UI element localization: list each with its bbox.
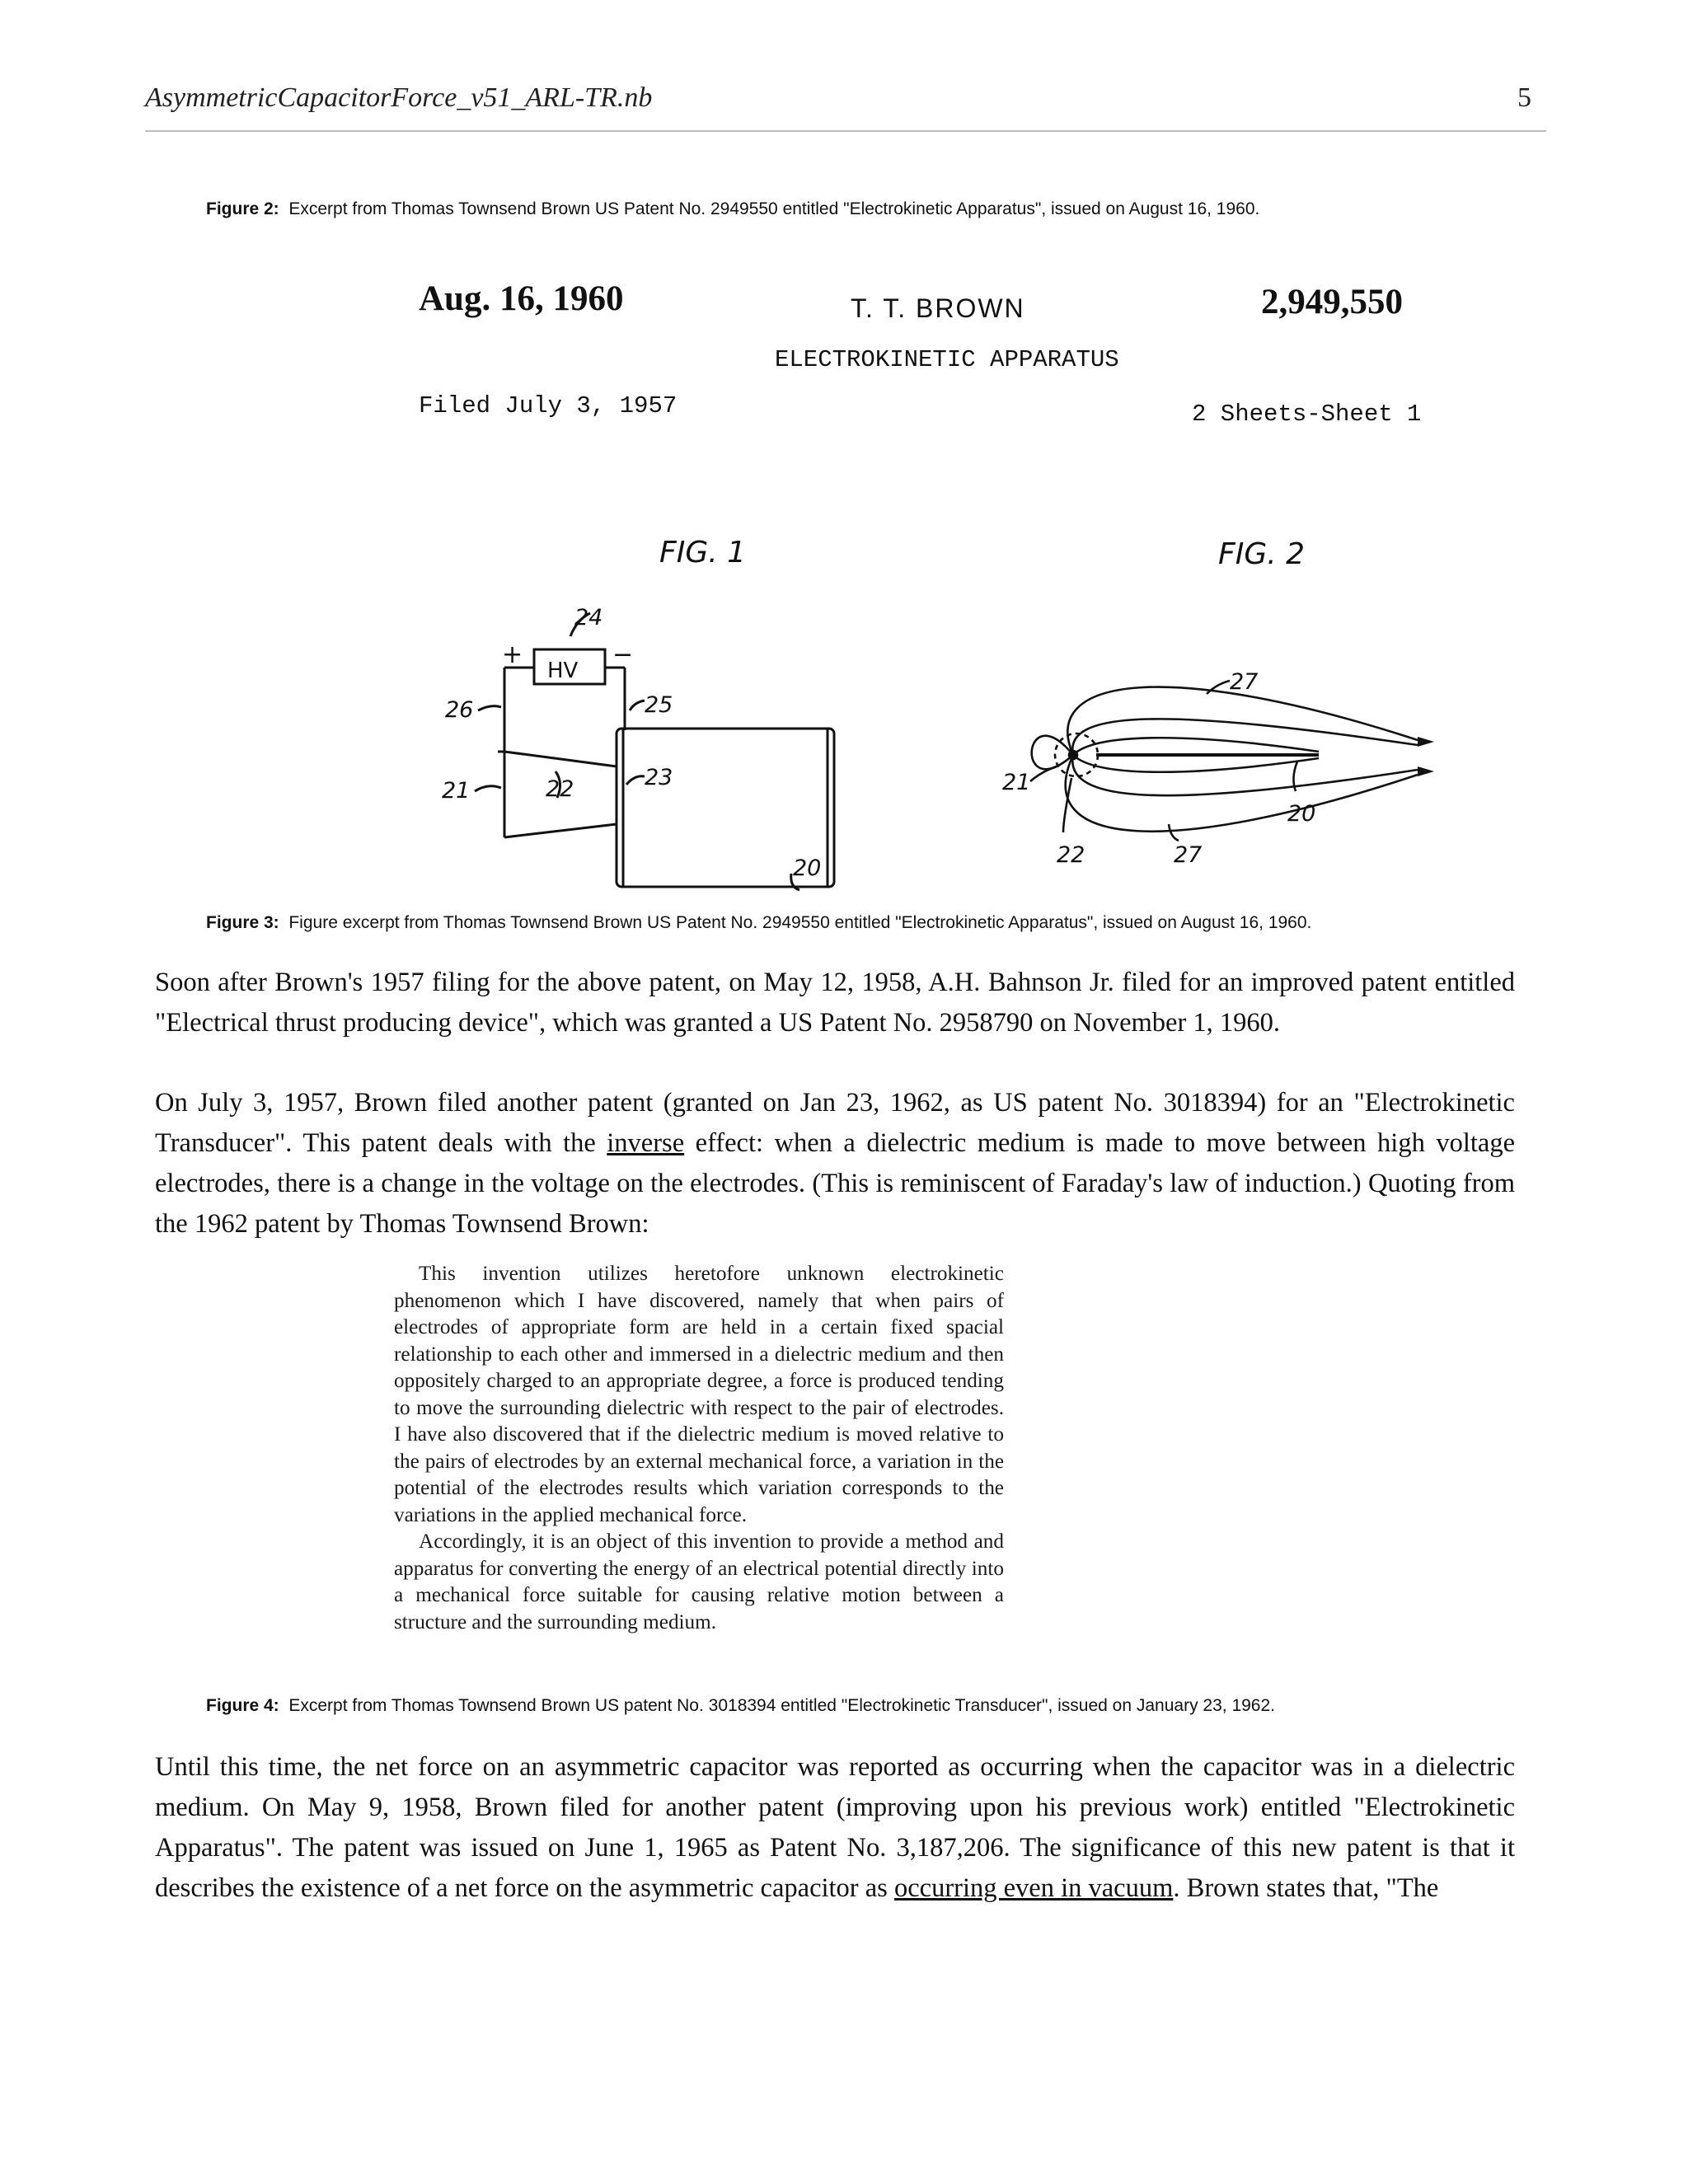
label-20: 20 [793, 855, 822, 881]
paragraph-1: Soon after Brown's 1957 filing for the above patent, on May 12, 1958, A.H. Bahnson Jr. filed for an improved patent entitled "Electrical thrust producing device", which was granted a US Patent No. 2958790 on November 1, 1960. [155, 968, 1515, 1038]
notebook-title: AsymmetricCapacitorForce_v51_ARL-TR.nb [145, 82, 653, 113]
field-line-bottom [504, 824, 617, 837]
patent-quote-excerpt [394, 1261, 1004, 1636]
label-26: 26 [445, 697, 474, 723]
patent-title: ELECTROKINETIC APPARATUS [775, 346, 1119, 373]
fig-1-title: FIG. 1 [659, 536, 747, 569]
label-minus: − [612, 640, 634, 669]
leader-27b [1169, 824, 1179, 841]
label-24: 24 [574, 605, 603, 630]
field-line-loop [1032, 736, 1073, 770]
label-plus: + [502, 640, 523, 669]
fig2-label-20: 20 [1287, 801, 1316, 827]
patent-sheets: 2 Sheets-Sheet 1 [1192, 401, 1422, 428]
quote-paragraph-2: Accordingly, it is an object of this invention to provide a method and apparatus for converting the energy of an electrical potential directly into a mechanical force suitable for causing relative motion between a structure and the surrounding medium. [394, 1530, 1004, 1633]
paragraph-2 [155, 1083, 1515, 1244]
underlined-inverse: inverse [607, 1128, 685, 1158]
figure-3-text: Figure excerpt from Thomas Townsend Brown US Patent No. 2949550 entitled "Electrokinetic Apparatus", issued on August 16, 1960. [288, 913, 1312, 932]
field-line-3 [1073, 738, 1319, 755]
label-21: 21 [442, 778, 471, 804]
quote-paragraph-1: This invention utilizes heretofore unknown electrokinetic phenomenon which I have discovered, namely that when pairs of electrodes of appropriate form are held in a certain fixed spacial relationship to each other and immersed in a dielectric medium and then oppositely charged to an appropriate degree, a force is produced tending to move the surrounding dielectric with respect to the pair of electrodes. I have also discovered that if the dielectric medium is moved relative to the pairs of electrodes by an external mechanical force, a variation in the potential of the electrodes results which variation corresponds to the variations in the applied mechanical force. [394, 1263, 1004, 1526]
fig-2-drawing [1030, 681, 1418, 841]
field-line-5 [1072, 755, 1418, 795]
fig-1-drawing [475, 613, 834, 890]
page-number: 5 [1517, 82, 1531, 113]
paragraph-2-text-a: On July 3, 1957, Brown filed another patent (granted on Jan 23, 1962, as US patent No. 3018394) for an "Electrokinetic Transducer". This patent deals with the [155, 1088, 1515, 1158]
figure-3-caption [206, 913, 1311, 933]
underlined-vacuum: occurring even in vacuum [893, 1873, 1174, 1903]
patent-filed: Filed July 3, 1957 [419, 392, 678, 419]
paragraph-3 [155, 1747, 1515, 1909]
figure-3-label: Figure 3: [206, 913, 279, 932]
leader-25 [630, 701, 645, 710]
paragraph-2-text-b: effect: when a dielectric medium is made to move between high voltage electrodes, there is a change in the voltage on the electrodes. (This is reminiscent of Faraday's law of induction.) Quoting from the 1962 patent by Thomas Townsend Brown: [155, 1128, 1515, 1239]
figure-4-label: Figure 4: [206, 1696, 279, 1715]
leader-21 [475, 786, 501, 791]
arrow-heads [1418, 737, 1434, 776]
field-line-4 [1073, 755, 1319, 772]
fig-2-title: FIG. 2 [1218, 537, 1306, 571]
leader-26 [478, 706, 501, 710]
patent-number: 2,949,550 [1261, 283, 1403, 321]
figure-4-caption [206, 1696, 1275, 1716]
fig2-label-21: 21 [1002, 770, 1031, 795]
drawing-labels [442, 605, 1315, 881]
arrow-head [1418, 737, 1434, 747]
paragraph-3-text-b: . Brown states that, "The [1173, 1873, 1439, 1903]
fig2-label-27a: 27 [1230, 669, 1259, 695]
label-25: 25 [645, 692, 673, 718]
leader-23 [626, 776, 645, 785]
figure-4-text: Excerpt from Thomas Townsend Brown US patent No. 3018394 entitled "Electrokinetic Transducer", issued on January 23, 1962. [288, 1696, 1275, 1715]
arrow-head [1418, 766, 1434, 776]
patent-date: Aug. 16, 1960 [419, 279, 624, 318]
figure-2-label: Figure 2: [206, 199, 279, 218]
label-22: 22 [546, 776, 574, 802]
figure-2-text: Excerpt from Thomas Townsend Brown US Patent No. 2949550 entitled "Electrokinetic Apparatus", issued on August 16, 1960. [288, 199, 1260, 218]
label-23: 23 [645, 765, 673, 790]
label-hv: HV [547, 658, 579, 683]
field-line-top [504, 752, 617, 766]
patent-inventor: T. T. BROWN [851, 293, 1025, 323]
fig2-label-22: 22 [1057, 842, 1085, 868]
paragraph-3-text-a: Until this time, the net force on an asymmetric capacitor was reported as occurring when the capacitor was in a dielectric medium. On May 9, 1958, Brown filed for another patent (improving upon his previous work) entitled "Electrokinetic Apparatus". The patent was issued on June 1, 1965 as Patent No. 3,187,206. The significance of this new patent is that it describes the existence of a net force on the asymmetric capacitor as [155, 1752, 1515, 1903]
fig2-label-27b: 27 [1174, 842, 1203, 868]
